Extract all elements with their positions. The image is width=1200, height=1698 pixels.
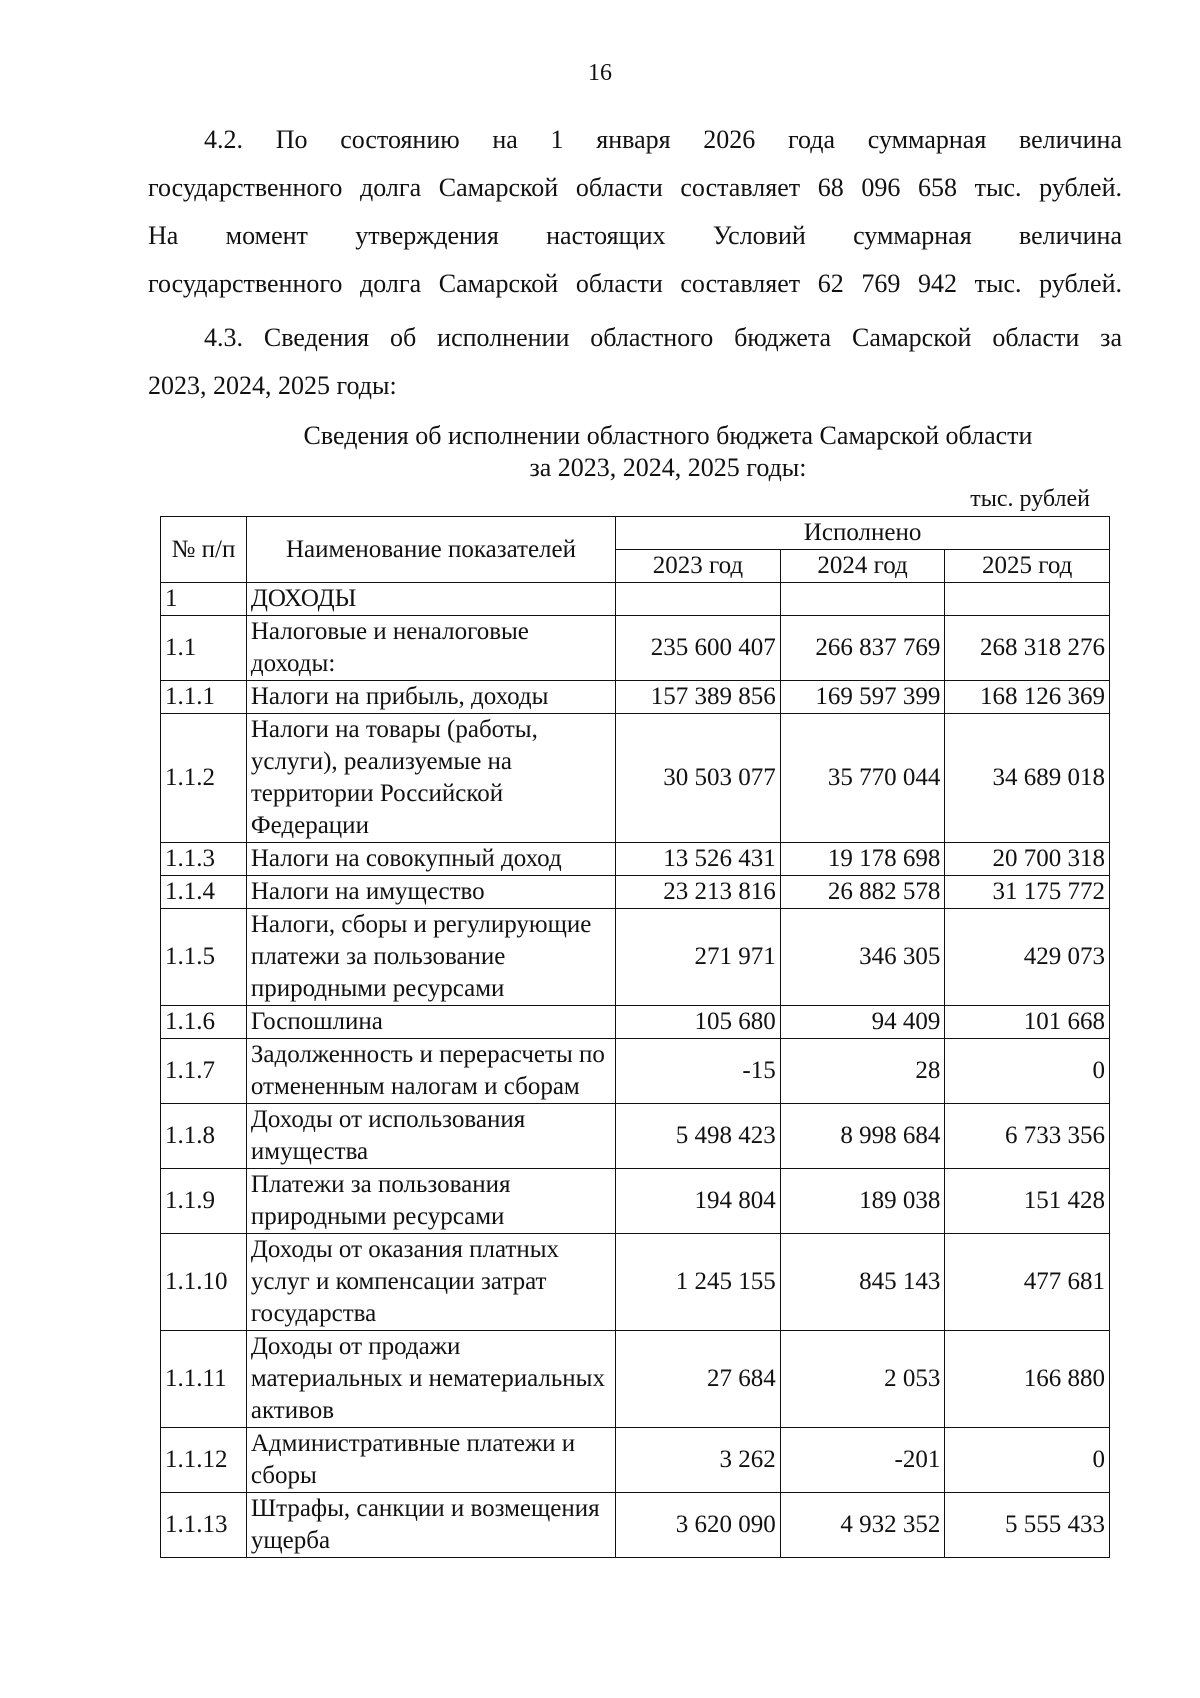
row-name: Штрафы, санкции и возмещения ущерба <box>246 1493 615 1558</box>
row-value-2024: 35 770 044 <box>780 714 945 843</box>
row-value-2023: 194 804 <box>616 1169 781 1234</box>
row-number: 1.1.13 <box>161 1493 247 1558</box>
row-value-2024 <box>780 583 945 616</box>
row-number: 1.1.6 <box>161 1006 247 1039</box>
table-row <box>161 876 1110 909</box>
row-value-2023: -15 <box>616 1039 781 1104</box>
row-value-2025: 101 668 <box>945 1006 1110 1039</box>
table-body <box>161 583 1110 1558</box>
header-year-2023: 2023 год <box>616 550 781 583</box>
table-row <box>161 1169 1110 1234</box>
row-value-2024: 169 597 399 <box>780 681 945 714</box>
table-row <box>161 1331 1110 1428</box>
table-row <box>161 1104 1110 1169</box>
paragraph-line: 4.2. По состоянию на 1 января 2026 года суммарная величина <box>204 125 1122 154</box>
row-number: 1 <box>161 583 247 616</box>
row-value-2023: 1 245 155 <box>616 1234 781 1331</box>
row-name: Налоги, сборы и регулирующие платежи за пользование природными ресурсами <box>246 909 615 1006</box>
row-value-2023: 235 600 407 <box>616 616 781 681</box>
row-name: Доходы от использования имущества <box>246 1104 615 1169</box>
units-label: тыс. рублей <box>970 486 1090 512</box>
row-name: Платежи за пользования природными ресурсами <box>246 1169 615 1234</box>
row-value-2025: 20 700 318 <box>945 843 1110 876</box>
row-value-2023 <box>616 583 781 616</box>
row-name: Налоги на имущество <box>246 876 615 909</box>
row-name: Доходы от оказания платных услуг и компенсации затрат государства <box>246 1234 615 1331</box>
row-value-2023: 30 503 077 <box>616 714 781 843</box>
row-number: 1.1.11 <box>161 1331 247 1428</box>
row-value-2025: 0 <box>945 1428 1110 1493</box>
row-value-2025: 168 126 369 <box>945 681 1110 714</box>
row-value-2025: 6 733 356 <box>945 1104 1110 1169</box>
header-executed: Исполнено <box>616 517 1110 550</box>
header-name: Наименование показателей <box>246 517 615 583</box>
table-row <box>161 1039 1110 1104</box>
budget-table <box>160 516 1110 1558</box>
row-name: Налоги на совокупный доход <box>246 843 615 876</box>
paragraph-4-2 <box>148 116 1122 308</box>
row-name: Административные платежи и сборы <box>246 1428 615 1493</box>
row-value-2023: 271 971 <box>616 909 781 1006</box>
row-value-2025: 477 681 <box>945 1234 1110 1331</box>
row-number: 1.1.4 <box>161 876 247 909</box>
row-value-2025: 0 <box>945 1039 1110 1104</box>
row-value-2023: 23 213 816 <box>616 876 781 909</box>
row-value-2025: 268 318 276 <box>945 616 1110 681</box>
row-value-2025 <box>945 583 1110 616</box>
row-value-2024: 266 837 769 <box>780 616 945 681</box>
table-title-line: Сведения об исполнении областного бюджета Самарской области <box>303 421 1033 450</box>
row-value-2024: 2 053 <box>780 1331 945 1428</box>
table-row <box>161 1493 1110 1558</box>
table-title-line: за 2023, 2024, 2025 годы: <box>529 453 807 482</box>
row-value-2024: 94 409 <box>780 1006 945 1039</box>
row-name: ДОХОДЫ <box>246 583 615 616</box>
row-value-2023: 13 526 431 <box>616 843 781 876</box>
row-value-2024: 26 882 578 <box>780 876 945 909</box>
row-value-2023: 3 620 090 <box>616 1493 781 1558</box>
table-row <box>161 1428 1110 1493</box>
table-row <box>161 909 1110 1006</box>
table-header-row <box>161 517 1110 550</box>
table-row <box>161 681 1110 714</box>
header-year-2024: 2024 год <box>780 550 945 583</box>
row-value-2024: 189 038 <box>780 1169 945 1234</box>
row-name: Доходы от продажи материальных и нематериальных активов <box>246 1331 615 1428</box>
paragraph-4-3 <box>148 314 1122 410</box>
row-value-2024: 4 932 352 <box>780 1493 945 1558</box>
paragraph-line: На момент утверждения настоящих Условий суммарная величина <box>148 221 1122 250</box>
paragraph-line: государственного долга Самарской области составляет 68 096 658 тыс. рублей. <box>148 173 1122 202</box>
row-value-2025: 166 880 <box>945 1331 1110 1428</box>
row-value-2024: 19 178 698 <box>780 843 945 876</box>
paragraph-line: 2023, 2024, 2025 годы: <box>148 371 397 400</box>
row-number: 1.1.9 <box>161 1169 247 1234</box>
row-value-2023: 27 684 <box>616 1331 781 1428</box>
paragraph-line: 4.3. Сведения об исполнении областного бюджета Самарской области за <box>204 323 1122 352</box>
table-row <box>161 583 1110 616</box>
row-value-2024: 845 143 <box>780 1234 945 1331</box>
table-title <box>148 420 1188 484</box>
row-name: Налоги на прибыль, доходы <box>246 681 615 714</box>
row-value-2023: 5 498 423 <box>616 1104 781 1169</box>
row-value-2025: 31 175 772 <box>945 876 1110 909</box>
row-name: Налоги на товары (работы, услуги), реализуемые на территории Российской Федерации <box>246 714 615 843</box>
header-num: № п/п <box>161 517 247 583</box>
page-number: 16 <box>588 60 612 86</box>
row-value-2024: 346 305 <box>780 909 945 1006</box>
row-number: 1.1.10 <box>161 1234 247 1331</box>
row-number: 1.1 <box>161 616 247 681</box>
row-number: 1.1.1 <box>161 681 247 714</box>
table-row <box>161 616 1110 681</box>
paragraph-line: государственного долга Самарской области составляет 62 769 942 тыс. рублей. <box>148 269 1122 298</box>
row-number: 1.1.3 <box>161 843 247 876</box>
row-number: 1.1.12 <box>161 1428 247 1493</box>
row-value-2024: -201 <box>780 1428 945 1493</box>
row-value-2023: 3 262 <box>616 1428 781 1493</box>
table-row <box>161 843 1110 876</box>
row-number: 1.1.7 <box>161 1039 247 1104</box>
row-value-2025: 5 555 433 <box>945 1493 1110 1558</box>
row-value-2024: 28 <box>780 1039 945 1104</box>
row-name: Задолженность и перерасчеты по отмененным налогам и сборам <box>246 1039 615 1104</box>
row-number: 1.1.5 <box>161 909 247 1006</box>
table-row <box>161 1234 1110 1331</box>
row-value-2025: 429 073 <box>945 909 1110 1006</box>
row-value-2023: 157 389 856 <box>616 681 781 714</box>
row-value-2023: 105 680 <box>616 1006 781 1039</box>
table-row <box>161 1006 1110 1039</box>
row-value-2024: 8 998 684 <box>780 1104 945 1169</box>
header-year-2025: 2025 год <box>945 550 1110 583</box>
row-value-2025: 151 428 <box>945 1169 1110 1234</box>
row-name: Налоговые и неналоговые доходы: <box>246 616 615 681</box>
row-value-2025: 34 689 018 <box>945 714 1110 843</box>
row-number: 1.1.8 <box>161 1104 247 1169</box>
table-row <box>161 714 1110 843</box>
row-name: Госпошлина <box>246 1006 615 1039</box>
row-number: 1.1.2 <box>161 714 247 843</box>
